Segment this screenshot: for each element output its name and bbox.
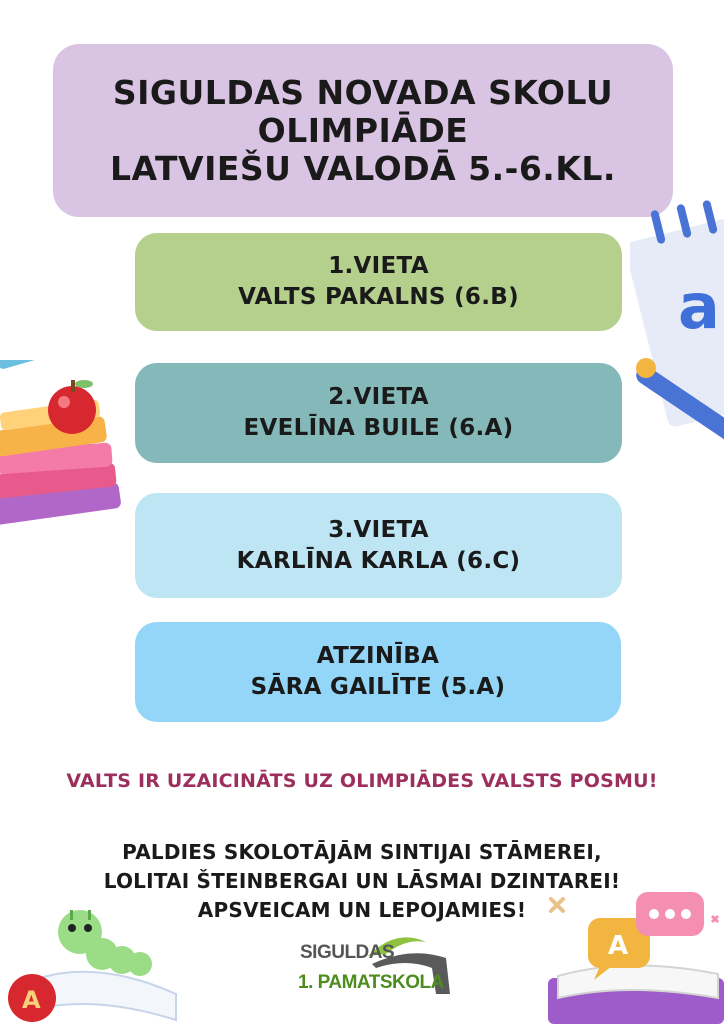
svg-text:a: a [678, 270, 720, 343]
notepad-illustration-icon [630, 200, 724, 440]
result-place: 1.VIETA [328, 253, 429, 279]
result-place: 2.VIETA [328, 384, 429, 410]
svg-text:A: A [22, 986, 41, 1014]
logo-line-2: 1. PAMATSKOLA [298, 972, 444, 993]
result-name: SĀRA GAILĪTE (5.A) [250, 674, 506, 700]
caterpillar-book-illustration-icon [0, 908, 180, 1024]
thanks-line-1: PALDIES SKOLOTĀJĀM SINTIJAI STĀMEREI, [122, 840, 602, 864]
title-line-2: OLIMPIĀDE [257, 110, 469, 150]
school-logo [296, 928, 456, 1003]
result-card-recognition [135, 622, 621, 722]
result-name: EVELĪNA BUILE (6.A) [243, 415, 514, 441]
result-place: 3.VIETA [328, 516, 429, 543]
thanks-line-3: APSVEICAM UN LEPOJAMIES! [197, 898, 527, 922]
result-card-1 [135, 233, 622, 331]
result-card-3 [135, 493, 622, 598]
chat-book-illustration-icon [548, 886, 724, 1024]
result-card-2 [135, 363, 622, 463]
svg-text:A: A [608, 931, 629, 961]
result-place: ATZINĪBA [316, 643, 440, 669]
title-line-3: LATVIEŠU VALODĀ 5.-6.KL. [110, 148, 616, 188]
result-name: VALTS PAKALNS (6.B) [238, 284, 519, 310]
result-name: KARLĪNA KARLA (6.C) [236, 547, 521, 574]
thanks-line-2: LOLITAI ŠTEINBERGAI UN LĀSMAI DZINTAREI! [103, 869, 621, 893]
title-line-1: SIGULDAS NOVADA SKOLU [112, 72, 614, 112]
page-title [53, 44, 673, 217]
invitation-text: VALTS IR UZAICINĀTS UZ OLIMPIĀDES VALSTS POSMU! [66, 770, 658, 792]
books-apple-illustration-icon [0, 360, 132, 532]
logo-line-1: SIGULDAS [300, 942, 395, 963]
